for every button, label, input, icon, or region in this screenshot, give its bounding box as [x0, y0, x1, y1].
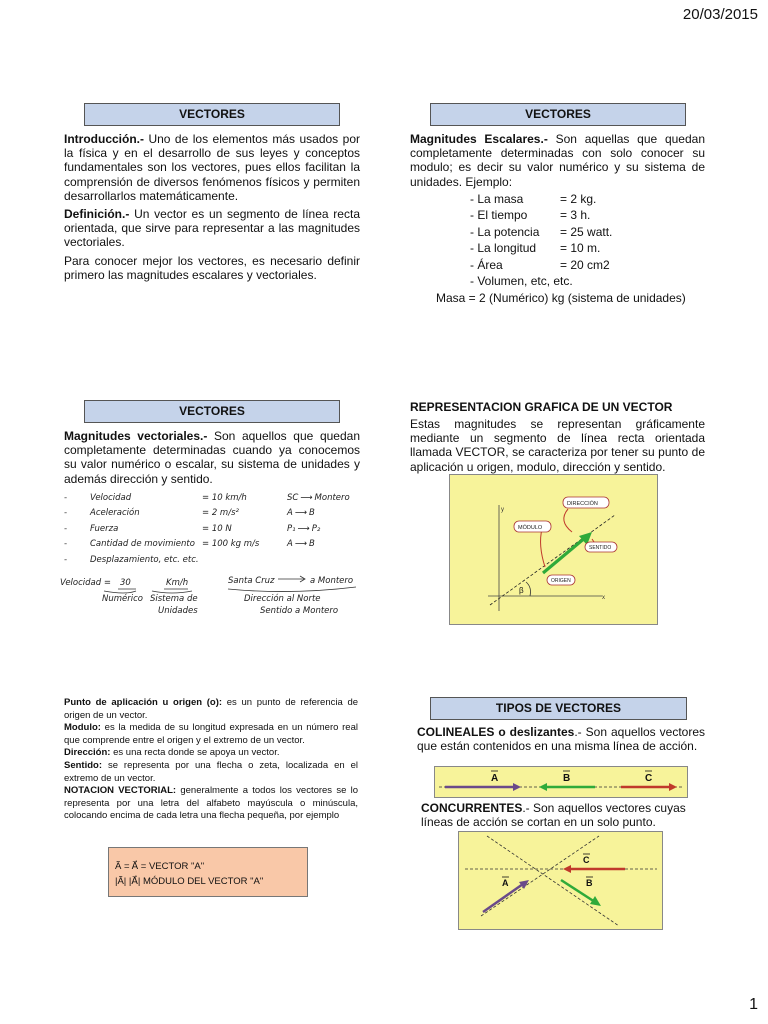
item-label: Dirección:	[64, 747, 111, 759]
vectoriales-text: Son aquellos que quedan completamente determinadas cuando ya conocemos su valor numérico o escalar, su sistema de unidades y además dirección y sentido.	[64, 429, 360, 486]
colineales-paragraph	[417, 725, 705, 753]
analysis-unit: Km/h	[166, 578, 189, 589]
colineales-diagram	[434, 766, 688, 798]
vector-c-head	[669, 783, 677, 791]
concurrentes-label: CONCURRENTES	[421, 801, 523, 815]
direction-line	[490, 515, 615, 605]
brace-number	[104, 591, 136, 593]
direccion-pointer	[564, 509, 572, 532]
example-dir-from: SC	[287, 492, 299, 503]
slide-magnitudes-vectoriales	[60, 400, 360, 635]
arrow-right-icon: ⟶	[297, 523, 310, 534]
item-text: se representa por una flecha o zeta, localizada en el extremo de un vector.	[64, 759, 358, 784]
modulo-brace	[541, 529, 545, 567]
vectoriales-examples	[64, 490, 360, 568]
velocity-analysis-diagram	[60, 573, 370, 635]
action-line-ascending	[481, 836, 599, 916]
analysis-direccion: Dirección al Norte	[244, 594, 321, 605]
item-text: es una recta donde se apoya un vector.	[110, 747, 280, 759]
vectoriales-paragraph	[64, 429, 360, 486]
definition-item	[64, 760, 358, 785]
example-row	[470, 240, 705, 257]
definition-item	[64, 747, 358, 760]
example-key: - La potencia	[470, 224, 540, 239]
vector-b-label: B	[586, 878, 593, 888]
analysis-sistema-2: Unidades	[158, 606, 198, 617]
item-text: generalmente a todos los vectores se lo representa por una letra del alfabeto mayúscula o minúscula, colocando encima de cada letra una flecha pequeña, por ejemplo	[64, 785, 358, 822]
definition-item	[64, 722, 358, 747]
example-dir-to: P₂	[311, 523, 321, 534]
slide-title: TIPOS DE VECTORES	[430, 697, 687, 720]
example-value: = 10 km/h	[202, 492, 247, 503]
item-label: NOTACION VECTORIAL:	[64, 785, 177, 797]
example-dir-from: P₁	[287, 523, 296, 534]
modulo-tag-label: MÓDULO	[518, 525, 543, 531]
escalares-label: Magnitudes Escalares.-	[410, 132, 548, 146]
direccion-tag-label: DIRECCIÓN	[567, 501, 598, 507]
escalares-paragraph	[410, 132, 705, 189]
masa-line: Masa = 2 (Numérico) kg (sistema de unidades)	[436, 290, 686, 305]
analysis-sistema-1: Sistema de	[150, 594, 198, 605]
definition-item	[64, 697, 358, 722]
slide-tipos-de-vectores	[417, 697, 705, 757]
slide-introduccion	[64, 103, 360, 286]
slide-title: VECTORES	[84, 400, 340, 423]
example-name: Aceleración	[90, 508, 140, 519]
colineales-label: COLINEALES o deslizantes	[417, 725, 575, 739]
intro-text: Uno de los elementos más usados por la física y en el desarrollo de sus leyes y conceptos fundamentales son los vectores, pues ellos facilitan la comprensión de diversos fenómenos físicos y permiten desarrollarlos matemáticamente.	[64, 132, 360, 203]
item-label: Punto de aplicación u origen (o):	[64, 697, 223, 708]
brace-direction	[228, 587, 356, 592]
slide-title: REPRESENTACION GRAFICA DE UN VECTOR	[410, 400, 673, 414]
example-dir-to: B	[309, 539, 315, 550]
concurrentes-paragraph	[421, 801, 705, 829]
example-value: = 2 kg.	[560, 191, 597, 206]
vector-a-arrow	[483, 884, 523, 912]
notation-box	[108, 847, 308, 897]
slide-elementos-del-vector	[64, 697, 358, 823]
notation-line-1: Ã = A⃗ = VECTOR "A"	[115, 861, 205, 872]
brace-unit	[152, 591, 192, 593]
notation-line-2: |Ã| |A⃗| MÓDULO DEL VECTOR "A"	[115, 876, 264, 887]
item-text: es la medida de su longitud expresada en un número real que comprende entre el origen y el extremo de un vector.	[64, 722, 358, 746]
examples-list	[470, 191, 705, 290]
beta-label: β	[519, 586, 524, 595]
escalares-text: Son aquellas que quedan completamente determinadas con solo conocer su modulo; es decir su valor numérico y su sistema de unidades. Ejemplo:	[410, 132, 706, 189]
example-value: = 20 cm2	[560, 257, 610, 272]
vector-b-label: B	[563, 773, 571, 784]
angle-arc	[526, 582, 531, 596]
vector-example-row: - Fuerza = 10 N P₁ ⟶ P₂	[64, 523, 321, 534]
arrow-right-icon: ⟶	[294, 539, 308, 550]
concurrentes-diagram	[458, 831, 663, 930]
example-value: = 25 watt.	[560, 224, 613, 239]
representacion-paragraph: Estas magnitudes se representan gráficamente mediante un segmento de línea recta orientada llamada VECTOR, se caracteriza por tener su punto de aplicación u origen, modulo, dirección y sentido.	[410, 417, 705, 474]
intro-paragraph	[64, 132, 360, 203]
vector-example-row: - Aceleración = 2 m/s² A ⟶ B	[64, 508, 315, 519]
analysis-lead: Velocidad =	[60, 578, 111, 589]
example-key: - La masa	[470, 191, 524, 206]
vector-diagram	[449, 474, 658, 625]
slide-title: VECTORES	[84, 103, 340, 126]
analysis-numerico: Numérico	[102, 594, 143, 605]
analysis-sentido: Sentido a Montero	[260, 606, 339, 617]
example-value: = 3 h.	[560, 208, 591, 223]
vector-arrow	[543, 537, 586, 573]
axis-y-label: y	[501, 507, 504, 513]
vector-example-row: - Cantidad de movimiento = 100 kg m/s A ⟶ B	[64, 539, 315, 550]
example-row	[470, 191, 705, 208]
example-row	[470, 207, 705, 224]
example-dir-from: A	[287, 508, 293, 519]
example-value: = 100 kg m/s	[202, 539, 260, 550]
concurrentes-text: .- Son aquellos vectores cuyas líneas de acción se cortan en un solo punto.	[421, 801, 686, 830]
example-key: - Área	[470, 257, 503, 272]
sentido-tag-label: SENTIDO	[589, 545, 612, 551]
example-key: - La longitud	[470, 241, 537, 256]
example-name: Fuerza	[90, 523, 119, 534]
example-etc: - Volumen, etc, etc.	[470, 274, 573, 289]
concurrentes-block	[421, 801, 705, 833]
item-label: Modulo:	[64, 722, 101, 734]
vector-a-label: A	[502, 878, 509, 888]
vector-c-head	[563, 865, 571, 873]
arrow-right-icon: ⟶	[300, 492, 313, 503]
example-name: Desplazamiento, etc. etc.	[90, 554, 199, 565]
vector-example-row: - Desplazamiento, etc. etc.	[64, 554, 199, 565]
slide-title: VECTORES	[430, 103, 686, 126]
definition-item	[64, 785, 358, 823]
vector-a-head	[513, 783, 521, 791]
vector-example-row: - Velocidad = 10 km/h SC ⟶ Montero	[64, 492, 350, 503]
colineales-text: .- Son aquellos vectores que están contenidos en una misma línea de acción.	[417, 725, 705, 754]
analysis-number: 30	[120, 578, 131, 589]
page-number: 1	[749, 996, 758, 1013]
analysis-from: Santa Cruz	[228, 576, 275, 587]
header-date: 20/03/2015	[682, 6, 758, 23]
example-dir-to: Montero	[314, 492, 350, 503]
note-paragraph: Para conocer mejor los vectores, es necesario definir primero las magnitudes escalares y vectoriales.	[64, 253, 360, 282]
definition-paragraph	[64, 207, 360, 250]
origen-tag-label: ORIGEN	[551, 578, 571, 584]
example-name: Cantidad de movimiento	[90, 539, 195, 550]
example-row	[470, 257, 705, 274]
example-key: - El tiempo	[470, 208, 528, 223]
vector-a-label: A	[491, 773, 499, 784]
vector-c-label: C	[645, 773, 653, 784]
item-label: Sentido:	[64, 759, 102, 771]
example-value: = 10 m.	[560, 241, 601, 256]
example-dir-from: A	[287, 539, 293, 550]
analysis-to: a Montero	[310, 576, 354, 587]
intro-label: Introducción.-	[64, 132, 144, 146]
example-value: = 2 m/s²	[202, 508, 239, 519]
vectoriales-label: Magnitudes vectoriales.-	[64, 429, 208, 443]
example-value: = 10 N	[202, 523, 232, 534]
item-text: es un punto de referencia de origen de un vector.	[64, 697, 359, 721]
slide-representacion-grafica	[410, 400, 705, 478]
vector-c-label: C	[583, 855, 590, 865]
definition-label: Definición.-	[64, 207, 130, 222]
axis-x-label: x	[602, 595, 605, 601]
arrow-right-icon: ⟶	[294, 508, 308, 519]
example-name: Velocidad	[90, 492, 132, 503]
definition-text: Un vector es un segmento de línea recta orientada, que sirve para representar a las magnitudes vectoriales.	[64, 207, 360, 250]
slide-magnitudes-escalares	[410, 103, 705, 306]
vector-b-head	[539, 783, 547, 791]
example-row	[470, 224, 705, 241]
example-dir-to: B	[309, 508, 315, 519]
